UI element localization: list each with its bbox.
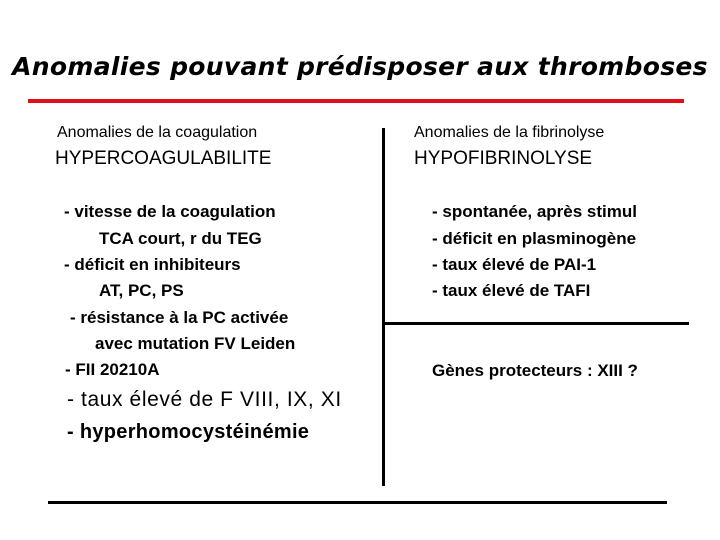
left-line-8: - taux élevé de F VIII, IX, XI: [67, 388, 342, 411]
column-divider: [382, 128, 385, 486]
left-line-4: AT, PC, PS: [99, 281, 184, 300]
slide-title: Anomalies pouvant prédisposer aux thromboses: [12, 52, 708, 81]
right-line-1: - spontanée, après stimul: [432, 202, 637, 221]
left-line-6: avec mutation FV Leiden: [95, 334, 296, 353]
right-line-4: - taux élevé de TAFI: [432, 281, 591, 300]
right-heading: HYPOFIBRINOLYSE: [414, 148, 593, 169]
left-heading: HYPERCOAGULABILITE: [55, 148, 272, 169]
left-line-1: - vitesse de la coagulation: [64, 202, 276, 221]
left-line-5: - résistance à la PC activée: [70, 308, 289, 327]
title-underline: [28, 99, 684, 103]
right-line-2: - déficit en plasminogène: [432, 229, 637, 248]
right-line-3: - taux élevé de PAI-1: [432, 255, 597, 274]
right-subtitle: Anomalies de la fibrinolyse: [414, 124, 605, 141]
protective-genes: Gènes protecteurs : XIII ?: [432, 361, 638, 380]
left-line-2: TCA court, r du TEG: [99, 229, 262, 248]
left-line-9: - hyperhomocystéinémie: [67, 421, 310, 443]
left-subtitle: Anomalies de la coagulation: [57, 124, 258, 141]
left-line-7: - FII 20210A: [65, 360, 160, 379]
left-line-3: - déficit en inhibiteurs: [64, 255, 241, 274]
bottom-rule: [48, 501, 667, 504]
right-section-divider: [384, 322, 689, 325]
